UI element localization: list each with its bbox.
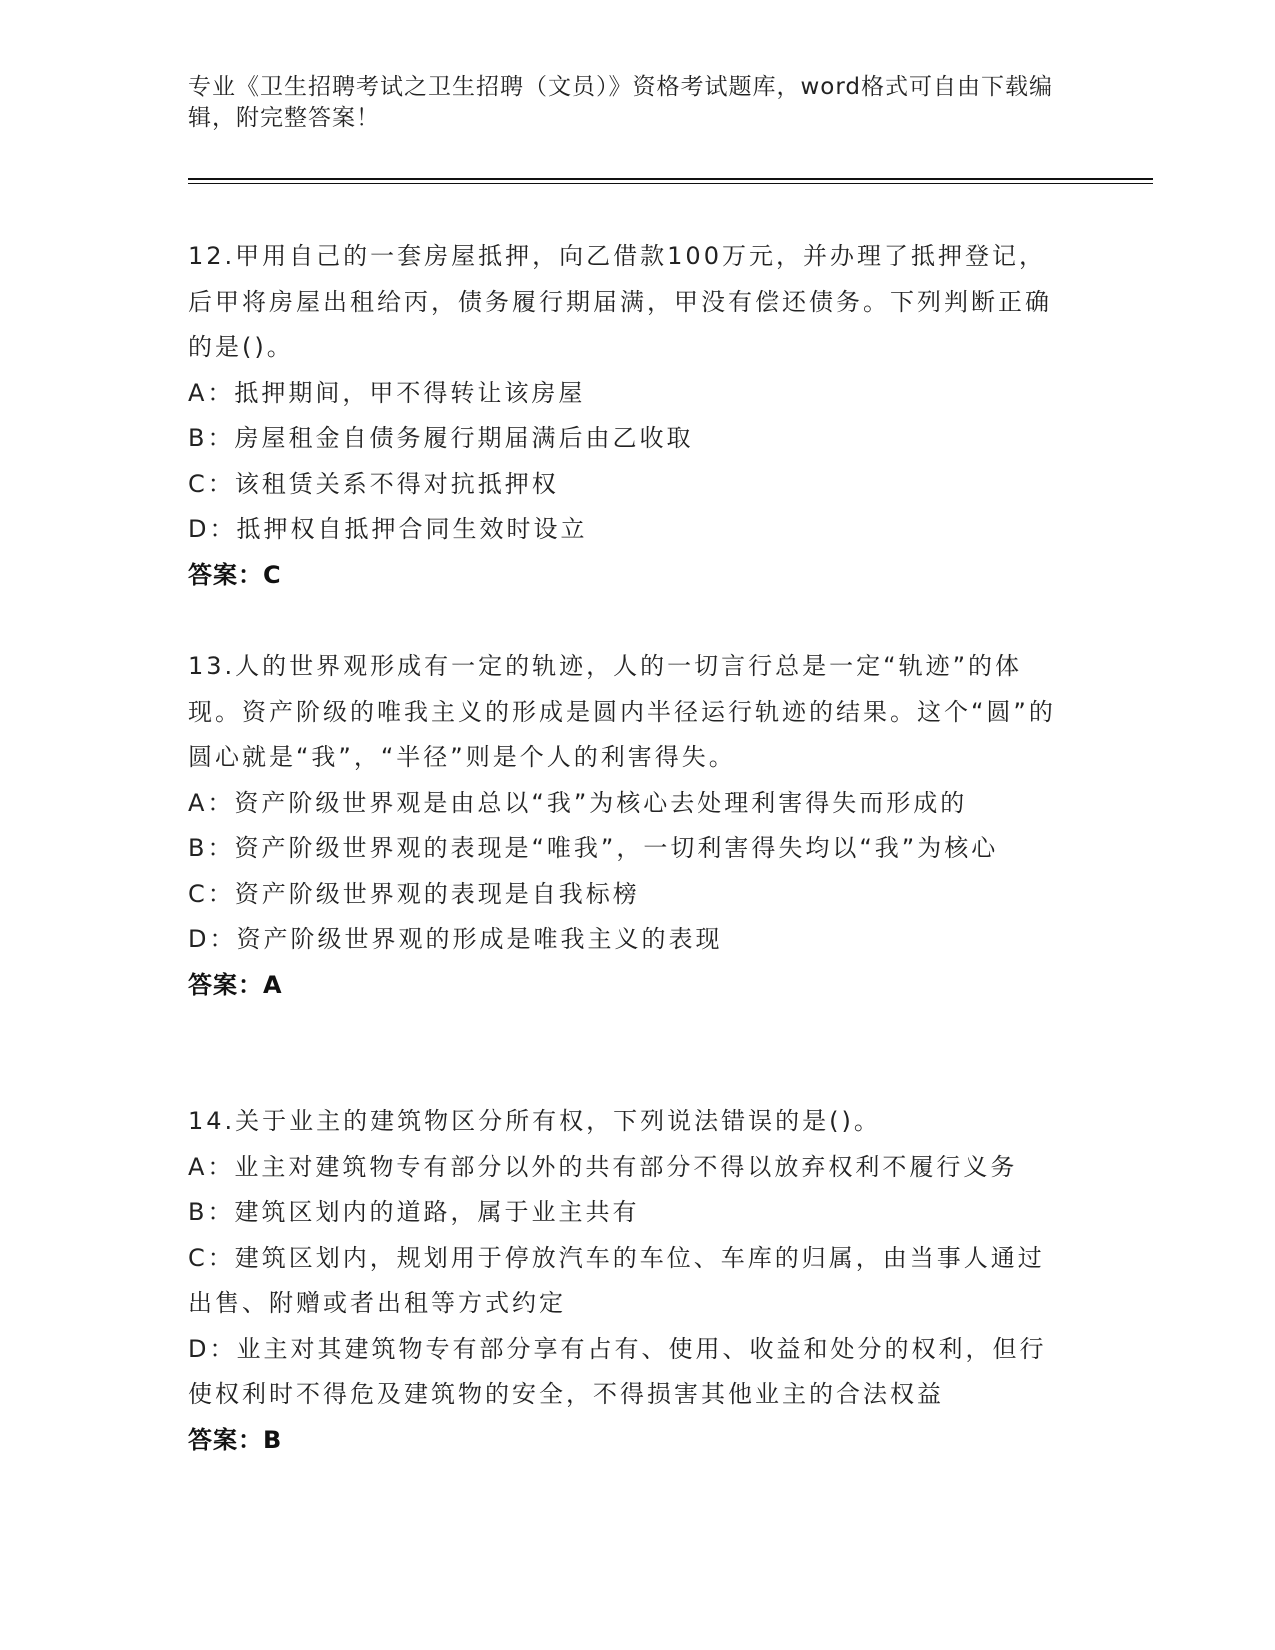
option-d: D：抵押权自抵押合同生效时设立: [188, 515, 588, 543]
question-13: [188, 644, 1068, 1008]
header-divider-thin: [188, 183, 1153, 184]
option-c: C：资产阶级世界观的表现是自我标榜: [188, 879, 640, 908]
option-a: A：业主对建筑物专有部分以外的共有部分不得以放弃权利不履行义务: [188, 1152, 1018, 1181]
question-stem: 13.人的世界观形成有一定的轨迹，人的一切言行总是一定“轨迹”的体现。资产阶级的唯我主义的形成是圆内半径运行轨迹的结果。这个“圆”的圆心就是“我”，“半径”则是个人的利害得失。: [188, 652, 1056, 771]
option-b: B：房屋租金自债务履行期届满后由乙收取: [188, 424, 694, 452]
option-c: C：建筑区划内，规划用于停放汽车的车位、车库的归属，由当事人通过出售、附赠或者出租等方式约定: [188, 1243, 1045, 1317]
option-d: D：业主对其建筑物专有部分享有占有、使用、收益和处分的权利，但行使权利时不得危及建筑物的安全，不得损害其他业主的合法权益: [188, 1334, 1047, 1408]
answer: 答案：B: [188, 1425, 283, 1454]
header-divider-thick: [188, 178, 1153, 180]
option-b: B：建筑区划内的道路，属于业主共有: [188, 1198, 640, 1226]
option-a: A：资产阶级世界观是由总以“我”为核心去处理利害得失而形成的: [188, 788, 968, 817]
answer: 答案：A: [188, 970, 283, 999]
document-header: 专业《卫生招聘考试之卫生招聘（文员）》资格考试题库，word格式可自由下载编辑，附完整答案！: [188, 74, 1054, 131]
question-14: [188, 1099, 1068, 1463]
question-stem: 12.甲用自己的一套房屋抵押，向乙借款100万元，并办理了抵押登记，后甲将房屋出租给丙，债务履行期届满，甲没有偿还债务。下列判断正确的是()。: [188, 242, 1052, 361]
option-c: C：该租赁关系不得对抗抵押权: [188, 469, 559, 498]
option-d: D：资产阶级世界观的形成是唯我主义的表现: [188, 925, 723, 953]
question-12: [188, 234, 1068, 598]
option-b: B：资产阶级世界观的表现是“唯我”，一切利害得失均以“我”为核心: [188, 834, 999, 862]
option-a: A：抵押期间，甲不得转让该房屋: [188, 378, 586, 407]
question-stem: 14.关于业主的建筑物区分所有权，下列说法错误的是()。: [188, 1107, 881, 1135]
answer: 答案：C: [188, 560, 282, 589]
